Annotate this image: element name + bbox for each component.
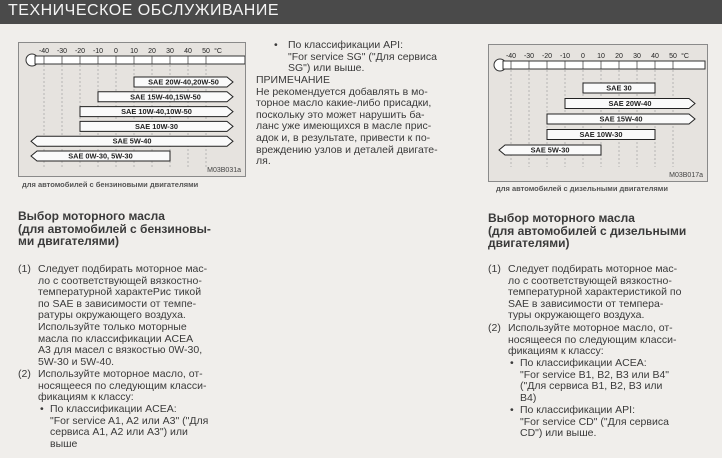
temperature-tick-label: -30 — [523, 53, 535, 60]
item-text-line: ратуры окружающего воздуха. — [38, 309, 186, 322]
temperature-tick-label: 40 — [651, 53, 659, 60]
temperature-tick-label: 30 — [166, 48, 174, 55]
heading-line: ми двигателями) — [18, 234, 120, 248]
viscosity-chart-gasoline — [18, 42, 246, 177]
note-line: поскольку это может нарушить ба- — [256, 108, 425, 121]
temperature-tick-label: 30 — [633, 53, 641, 60]
bullet: • — [40, 403, 44, 415]
viscosity-chart-gasoline-graphic — [19, 43, 245, 176]
item-text-line: А3 для масел с вязкостью 0W-30, — [38, 344, 203, 357]
figure-code: M03B031a — [207, 167, 241, 174]
item-text-line: Следует подбирать моторное мас- — [38, 263, 208, 275]
heading-line: Выбор моторного масла — [488, 211, 635, 225]
item-text-line: "For service CD" ("Для сервиса — [520, 415, 669, 428]
note-title: ПРИМЕЧАНИЕ — [256, 74, 330, 86]
figure-caption-gasoline: для автомобилей с бензиновыми двигателями — [22, 180, 199, 189]
bullet: • — [274, 39, 278, 51]
thermometer-tube — [503, 61, 705, 69]
item-text-line: Используйте только моторные — [38, 320, 187, 333]
temperature-tick-label: -20 — [541, 53, 553, 60]
thermometer-tube — [35, 56, 245, 64]
item-text-line: масла по классификации ACEA — [38, 332, 194, 345]
item-text-line: туры окружающего воздуха. — [508, 309, 645, 322]
note-line: ланс уже имеющихся в масле прис- — [256, 120, 432, 133]
temperature-tick-label: -40 — [505, 53, 517, 60]
viscosity-bar-label: SAE 20W-40 — [608, 99, 652, 108]
note-line: вреждению узлов и деталей двигате- — [256, 143, 438, 156]
heading-line: (для автомобилей с бензиновы- — [18, 221, 211, 236]
temperature-tick-label: 40 — [184, 48, 192, 55]
item-number: (2) — [488, 322, 501, 334]
section-heading-gasoline — [18, 210, 211, 248]
viscosity-bar-label: SAE 15W-40,15W-50 — [130, 92, 201, 102]
bullet: • — [510, 404, 514, 416]
heading-line: двигателями) — [488, 236, 570, 250]
item-text-line: По классификации ACEA: — [520, 357, 647, 369]
note-line: Не рекомендуется добавлять в мо- — [256, 85, 428, 98]
note-line: ля. — [256, 155, 271, 168]
temperature-tick-label: °C — [214, 48, 222, 55]
temperature-tick-label: 0 — [581, 53, 585, 60]
temperature-tick-label: -10 — [92, 48, 104, 55]
viscosity-chart-diesel — [488, 44, 708, 182]
temperature-tick-label: °C — [681, 53, 689, 60]
item-text-line: по SAE в зависимости от темпе- — [38, 297, 197, 310]
item-text-line: SAE в зависимости от темпера- — [508, 297, 664, 310]
item-text-line: фикациям к классу: — [508, 345, 604, 358]
section-heading-diesel — [488, 212, 686, 250]
item-number: (1) — [488, 263, 501, 275]
viscosity-bar-label: SAE 5W-40 — [112, 136, 152, 146]
viscosity-bar-label: SAE 15W-40 — [599, 114, 643, 124]
note-line: торное масло какие-либо присадки, — [256, 97, 432, 110]
temperature-tick-label: 50 — [202, 48, 210, 55]
temperature-tick-label: 20 — [615, 53, 623, 60]
item-text-line: Используйте моторное масло, от- — [508, 322, 673, 334]
item-text-line: CD") или выше. — [520, 427, 597, 440]
item-text-line: SG") или выше. — [288, 62, 365, 75]
note-block — [256, 75, 476, 168]
item-text-line: 5W-30 и 5W-40. — [38, 355, 115, 368]
bullet: • — [510, 357, 514, 369]
figure-code: M03B017a — [669, 172, 703, 179]
item-text-line: "For service SG" ("Для сервиса — [288, 50, 437, 63]
temperature-tick-label: 50 — [669, 53, 677, 60]
temperature-tick-label: -30 — [56, 48, 68, 55]
viscosity-chart-diesel-graphic — [489, 45, 707, 181]
item-number: (2) — [18, 368, 31, 380]
page-title: ТЕХНИЧЕСКОЕ ОБСЛУЖИВАНИЕ — [8, 2, 280, 19]
item-text-line: температурной характеРис тикой — [38, 286, 202, 299]
temperature-tick-label: -10 — [559, 53, 571, 60]
viscosity-bar-label: SAE 5W-30 — [530, 145, 570, 155]
temperature-tick-label: 20 — [148, 48, 156, 55]
temperature-tick-label: -40 — [38, 48, 50, 55]
item-text-line: ло с соответствующей вязкостно- — [508, 274, 672, 287]
item-text-line: Следует подбирать моторное мас- — [508, 263, 678, 275]
temperature-tick-label: -20 — [74, 48, 86, 55]
item-text-line: Используйте моторное масло, от- — [38, 368, 203, 380]
item-text-line: По классификации API: — [288, 39, 404, 51]
item-text-line: носящееся по следующим класси- — [508, 333, 677, 346]
item-number: (1) — [18, 263, 31, 275]
temperature-tick-label: 10 — [130, 48, 138, 55]
heading-line: Выбор моторного масла — [18, 209, 165, 223]
item-text-line: "For service B1, B2, B3 или B4" — [520, 368, 670, 381]
item-text-line: B4) — [520, 391, 537, 404]
item-text-line: фикациям к классу: — [38, 391, 134, 404]
item-text-line: сервиса A1, A2 или A3") или — [50, 426, 188, 439]
viscosity-bar-label: SAE 10W-30 — [579, 130, 623, 139]
page-header — [0, 0, 722, 24]
temperature-tick-label: 0 — [114, 48, 118, 55]
heading-line: (для автомобилей с дизельными — [488, 223, 687, 238]
item-text-line: носящееся по следующим класси- — [38, 379, 207, 392]
viscosity-bar-label: SAE 30 — [606, 83, 632, 93]
item-text-line: выше — [50, 437, 78, 450]
temperature-tick-label: 10 — [597, 53, 605, 60]
item-text-line: ло с соответствующей вязкостно- — [38, 274, 202, 287]
figure-caption-diesel: для автомобилей с дизельными двигателями — [496, 184, 668, 193]
viscosity-bar-label: SAE 10W-30 — [135, 121, 178, 131]
item-text-line: По классификации API: — [520, 404, 636, 416]
item-text-line: температурной характеристикой по — [508, 286, 682, 299]
viscosity-bar-label: SAE 10W-40,10W-50 — [121, 107, 192, 117]
note-line: адок и, в результате, привести к по- — [256, 131, 431, 144]
viscosity-bar-label: SAE 0W-30, 5W-30 — [68, 151, 133, 161]
item-text-line: ("Для сервиса B1, B2, B3 или — [520, 380, 663, 393]
item-text-line: По классификации ACEA: — [50, 403, 177, 415]
viscosity-bar-label: SAE 20W-40,20W-50 — [148, 77, 219, 87]
item-text-line: "For service A1, A2 или A3" ("Для — [50, 414, 209, 427]
